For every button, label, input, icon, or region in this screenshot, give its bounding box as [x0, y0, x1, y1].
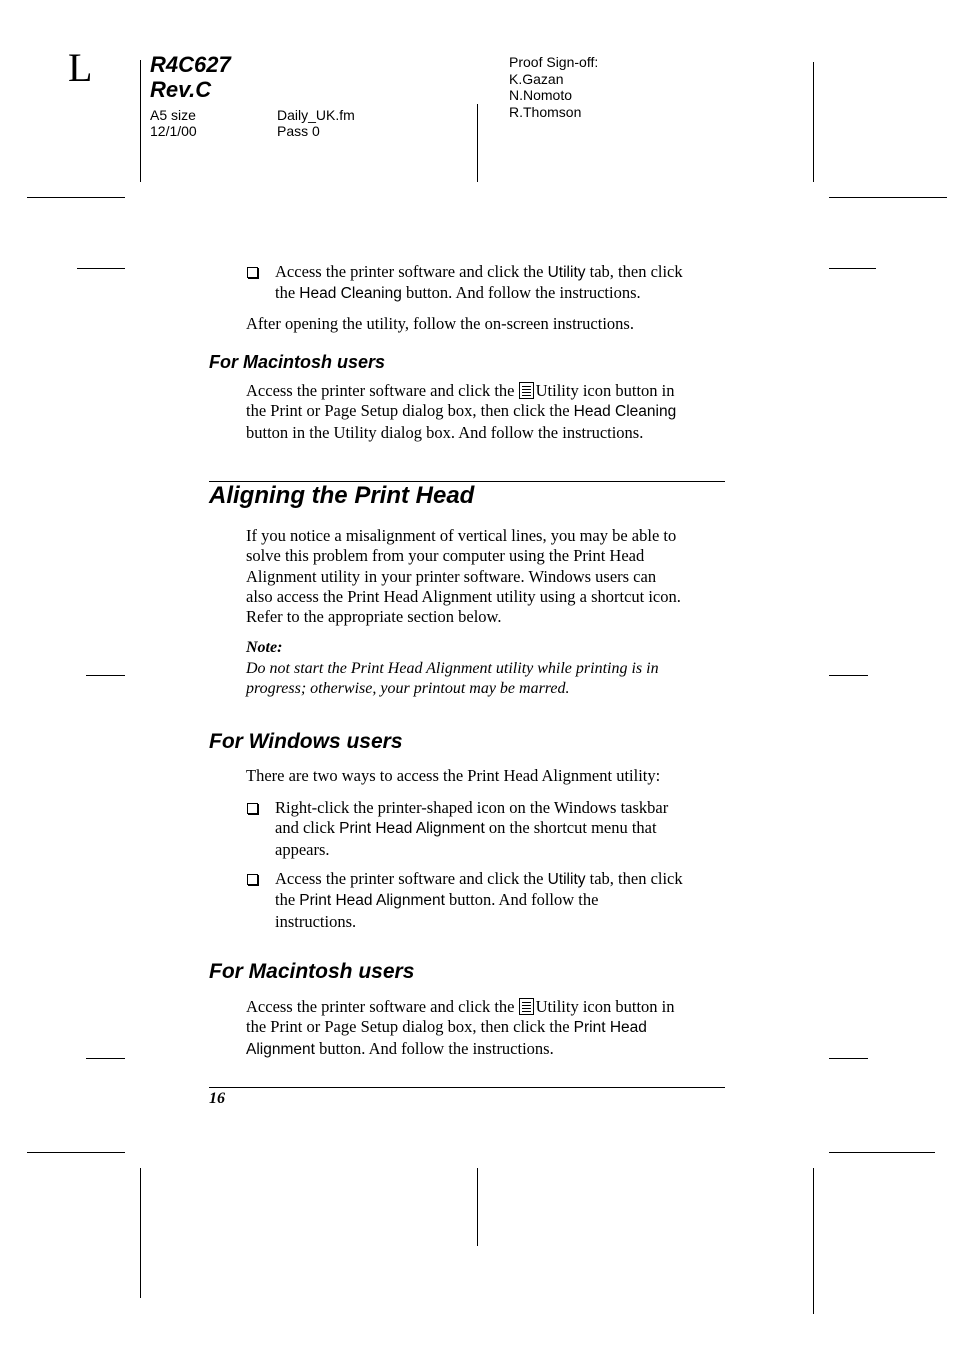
text: Utility icon button in [535, 997, 675, 1016]
footer-rule [209, 1087, 725, 1088]
paragraph-line: Alignment utility in your printer software. Windows users can [246, 566, 657, 586]
crop-mark [829, 1152, 935, 1153]
code-line-1: R4C627 [150, 52, 231, 77]
paragraph-line [246, 1017, 726, 1038]
text: the [275, 890, 296, 910]
text: Access the printer software and click the [275, 262, 544, 281]
text: and click [275, 818, 336, 838]
paragraph-line: button in the Utility dialog box. And follow the instructions. [246, 422, 644, 442]
proof-title: Proof Sign-off: [509, 54, 599, 70]
ui-term-print-head-alignment: Print Head Alignment [339, 820, 485, 838]
crop-mark [27, 197, 125, 198]
section-subheading: For Macintosh users [209, 960, 415, 983]
crop-mark [27, 1152, 125, 1153]
bullet-line [275, 818, 735, 839]
proof-name: K.Gazan [509, 70, 564, 87]
note-line: progress; otherwise, your printout may be marred. [246, 680, 570, 697]
crop-mark [829, 197, 947, 198]
proof-name: N.Nomoto [509, 87, 573, 104]
ui-term-print-head: Print Head [573, 1019, 647, 1037]
text: the Print or Page Setup dialog box, then click the [246, 401, 570, 421]
document-code [150, 52, 231, 102]
text: button. And follow the [449, 890, 599, 910]
text: the Print or Page Setup dialog box, then click the [246, 1017, 570, 1037]
register-mark [86, 1058, 125, 1059]
page-number: 16 [209, 1090, 225, 1107]
code-line-2: Rev.C [150, 77, 212, 102]
text: button. And follow the instructions. [405, 283, 641, 303]
file-label: Daily_UK.fm [277, 107, 355, 123]
text: tab, then click [589, 262, 683, 281]
crop-mark [140, 1168, 141, 1298]
note-text [246, 659, 726, 699]
register-mark [86, 675, 125, 676]
register-mark [829, 268, 876, 269]
note-line: Do not start the Print Head Alignment utility while printing is in [246, 660, 659, 677]
text: the [275, 283, 296, 303]
ui-term-head-cleaning: Head Cleaning [573, 403, 677, 421]
text: Access the printer software and click the [246, 997, 515, 1016]
paragraph-line: Refer to the appropriate section below. [246, 607, 502, 627]
paragraph: There are two ways to access the Print Head Alignment utility: [246, 766, 661, 785]
text: button. And follow the instructions. [319, 1038, 554, 1058]
register-mark [77, 268, 125, 269]
register-mark [829, 675, 868, 676]
crop-mark [477, 104, 478, 182]
bullet-line [275, 262, 735, 283]
ui-term-head-cleaning: Head Cleaning [299, 285, 402, 303]
bullet-line [275, 890, 735, 911]
paragraph-line: also access the Print Head Alignment utility using a shortcut icon. [246, 586, 681, 606]
section-subheading: For Windows users [209, 730, 403, 753]
section-subheading: For Macintosh users [209, 352, 386, 372]
paragraph [246, 997, 726, 1060]
note-label: Note: [246, 639, 283, 656]
bullet-line [275, 283, 735, 304]
corner-letter: L [68, 45, 93, 90]
pass-label: Pass 0 [277, 123, 320, 139]
proof-name: R.Thomson [509, 103, 582, 120]
bullet-item [275, 262, 735, 305]
ui-term-utility: Utility [547, 264, 586, 281]
text: tab, then click [589, 869, 683, 888]
text: on the shortcut menu that [488, 818, 657, 838]
proof-signoff [509, 54, 598, 120]
ui-term-print-head-alignment: Print Head Alignment [299, 892, 445, 910]
bullet-line: instructions. [275, 911, 357, 931]
crop-mark [140, 60, 141, 182]
crop-mark [813, 1168, 814, 1314]
bullet-item [275, 869, 735, 932]
bullet-checkbox-icon [247, 874, 258, 885]
paragraph-line: solve this problem from your computer using the Print Head [246, 546, 645, 566]
bullet-line: Right-click the printer-shaped icon on the Windows taskbar [275, 798, 669, 817]
crop-mark [477, 1168, 478, 1246]
paragraph-line [246, 381, 726, 401]
ui-term-utility: Utility [547, 871, 586, 888]
text: Utility icon button in [535, 381, 675, 400]
paragraph [246, 381, 726, 443]
paragraph-line [246, 997, 726, 1017]
bullet-line: appears. [275, 839, 330, 859]
paragraph-line [246, 401, 726, 422]
text: Access the printer software and click the [246, 381, 515, 400]
register-mark [829, 1058, 868, 1059]
ui-term-alignment: Alignment [246, 1040, 315, 1058]
bullet-line [275, 869, 735, 890]
bullet-checkbox-icon [247, 803, 258, 814]
text: Access the printer software and click the [275, 869, 544, 888]
bullet-item [275, 798, 735, 860]
crop-mark [813, 62, 814, 182]
date-label: 12/1/00 [150, 123, 197, 139]
section-heading: Aligning the Print Head [209, 482, 475, 509]
bullet-checkbox-icon [247, 267, 258, 278]
paragraph-line [246, 1039, 726, 1060]
paragraph [246, 526, 726, 627]
utility-icon [519, 382, 534, 399]
paragraph: After opening the utility, follow the on-screen instructions. [246, 314, 634, 333]
size-label: A5 size [150, 107, 196, 123]
utility-icon [519, 998, 534, 1015]
paragraph-line: If you notice a misalignment of vertical lines, you may be able to [246, 526, 677, 545]
